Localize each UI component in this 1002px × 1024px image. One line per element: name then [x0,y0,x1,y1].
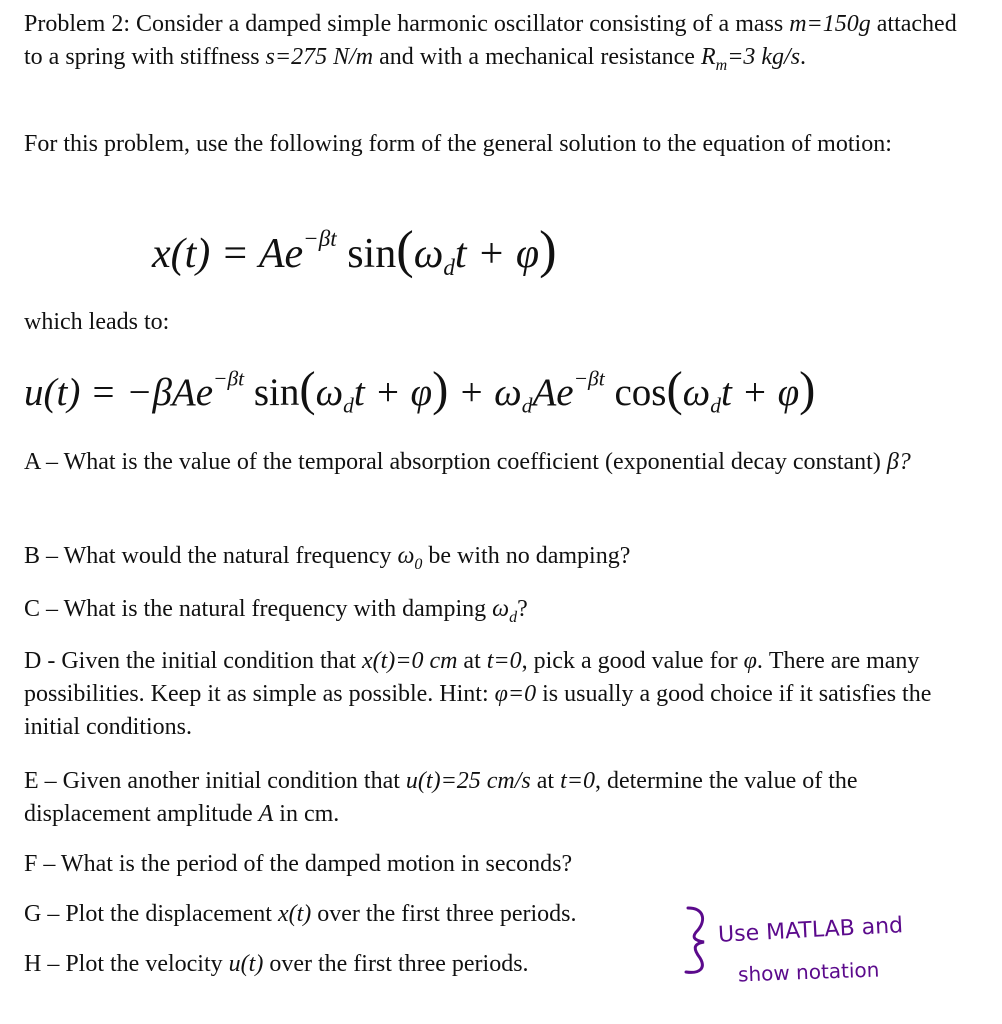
question-e-amplitude: A [258,801,274,827]
stiffness-value: =275 N/m [274,44,374,70]
intro-period: . [800,44,807,70]
eq2-omega-2: ω [682,371,711,414]
question-d-time: t=0 [486,648,522,674]
question-g [24,898,577,931]
question-b-text: B – What would the natural frequency [24,543,398,569]
question-c-end: ? [517,596,528,622]
question-b-end: be with no damping? [422,543,631,569]
eq2-sin: sin [244,371,300,414]
eq2-paren-open-1: ( [299,362,316,416]
question-d-text-1: D - Given the initial condition that [24,648,362,674]
question-g-text-1: G – Plot the displacement [24,901,278,927]
question-c-omega-sub: d [509,608,518,626]
intro-text-3: and with a mechanical resistance [373,44,701,70]
leads-to-text: which leads to: [24,309,170,335]
question-g-variable: x(t) [277,901,312,927]
eq2-part1: u(t) = −βAe [24,371,214,414]
mass-value: =150g [806,11,871,37]
question-d-text-5: is usually a good choice if it satisfies the initial conditions. [24,681,932,740]
curly-brace-icon [680,904,716,976]
intro-text-2: attached to a spring with stiffness [24,11,957,70]
handwritten-note-line1: Use MATLAB and [717,913,904,948]
question-b-omega-sub: 0 [414,555,423,573]
eq1-paren-close: ) [539,221,557,279]
eq2-paren-close-1: ) [432,362,449,416]
eq2-plus-omega-sub: d [521,393,533,418]
displacement-equation [152,220,557,284]
eq2-exponent-2: −βt [573,366,605,391]
velocity-equation [24,360,815,422]
question-e-condition: u(t)=25 cm/s [405,768,531,794]
question-a [24,446,924,479]
resistance-value: =3 kg/s [727,44,801,70]
question-h-text-1: H – Plot the velocity [24,951,229,977]
eq2-plus-omega: + ω [448,371,522,414]
eq1-arg: t + φ [454,231,540,277]
question-e-time: t=0 [560,768,595,794]
question-d-text-4: . There are many possibilities. Keep it as simple as possible. Hint: [24,648,920,707]
eq2-arg-1: t + φ [353,371,433,414]
eq1-exponent: −βt [303,225,337,252]
question-c-text: C – What is the natural frequency with damping [24,596,493,622]
intro-text-1: Problem 2: Consider a damped simple harmonic oscillator consisting of a mass [24,11,790,37]
question-e-text-4: in cm. [273,801,340,827]
question-b [24,540,630,581]
question-e-text-2: at [530,768,561,794]
eq2-omega-1-sub: d [343,393,354,418]
eq1-omega-sub: d [443,254,455,281]
eq2-paren-close-2: ) [799,362,816,416]
eq2-ae: Ae [532,371,574,414]
question-d-text-2: at [457,648,487,674]
eq2-arg-2: t + φ [720,371,800,414]
question-h [24,948,529,981]
eq1-omega: ω [413,231,444,277]
eq2-omega-1: ω [315,371,344,414]
resistance-subscript: m [715,56,728,74]
question-g-text-2: over the first three periods. [311,901,577,927]
eq1-lhs: x(t) = Ae [152,231,304,277]
eq2-cos: cos [604,371,667,414]
question-d-condition: x(t)=0 cm [361,648,458,674]
form-instruction: For this problem, use the following form of the general solution to the equation of motion: [24,131,892,157]
question-b-omega: ω [397,543,415,569]
question-a-beta: β? [886,449,911,475]
question-a-text: A – What is the value of the temporal absorption coefficient (exponential decay constant) [24,449,887,475]
eq2-paren-open-2: ( [666,362,683,416]
question-h-variable: u(t) [228,951,264,977]
mass-variable: m [789,11,807,37]
question-e-text-3: , determine the value of the displacement amplitude [24,768,858,827]
question-e-text-1: E – Given another initial condition that [24,768,406,794]
question-d-phi: φ [743,648,757,674]
question-d [24,645,949,744]
question-c-omega: ω [492,596,510,622]
question-d-hint: φ=0 [494,681,537,707]
handwritten-note-line2: show notation [737,957,880,987]
question-h-text-2: over the first three periods. [263,951,529,977]
question-c [24,593,528,634]
question-e [24,765,959,831]
question-f: F – What is the period of the damped motion in seconds? [24,851,573,877]
eq1-sin: sin [336,231,397,277]
eq1-paren-open: ( [396,221,414,279]
problem-intro [24,8,974,82]
eq2-omega-2-sub: d [710,393,721,418]
stiffness-variable: s [265,44,275,70]
resistance-variable: R [700,44,716,70]
question-d-text-3: , pick a good value for [521,648,744,674]
eq2-exponent-1: −βt [213,366,245,391]
